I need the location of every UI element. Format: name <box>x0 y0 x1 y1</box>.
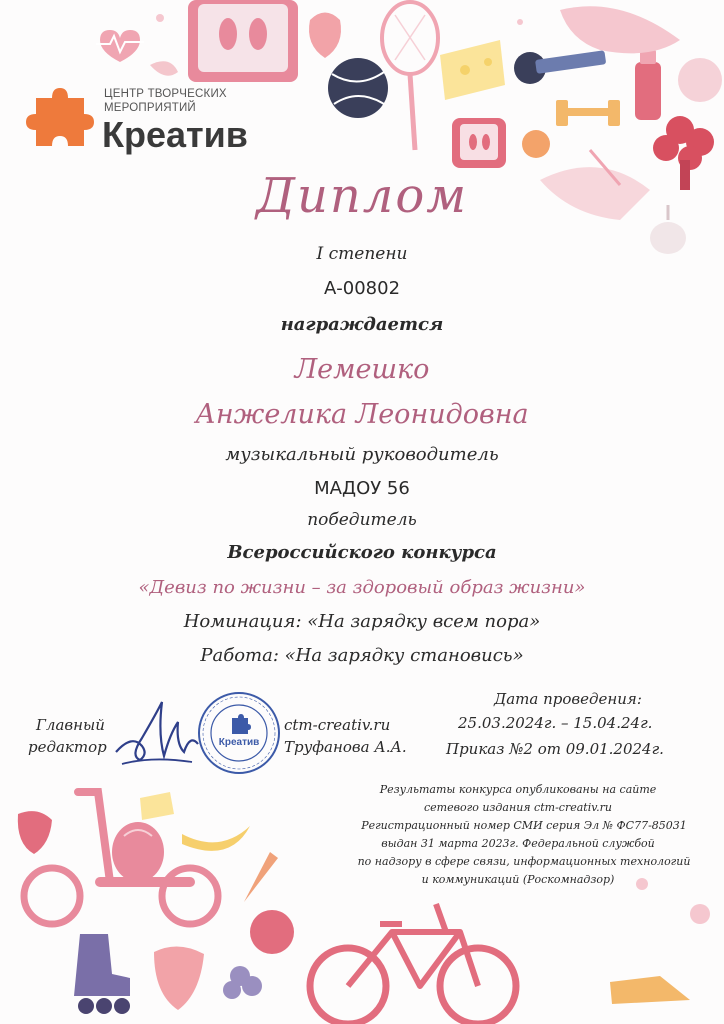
status: победитель <box>307 510 417 530</box>
order-info: Приказ №2 от 09.01.2024г. <box>446 740 664 758</box>
contest-label: Всероссийского конкурса <box>227 542 497 563</box>
bottle-icon <box>635 50 661 120</box>
work-title: Работа: «На зарядку становись» <box>200 645 524 666</box>
racket-icon <box>382 2 438 150</box>
footer-line-4: выдан 31 марта 2023г. Федеральной службой <box>381 837 655 850</box>
logo-tagline-2: МЕРОПРИЯТИЙ <box>104 102 196 114</box>
editor-name: Труфанова А.А. <box>284 738 407 756</box>
logo-brand: Креатив <box>102 114 248 155</box>
signature-mark <box>112 694 202 774</box>
puzzle-logo-icon <box>22 84 98 160</box>
drop-icon <box>150 61 178 75</box>
small-scale-icon <box>452 118 506 168</box>
bottom-decoration <box>0 764 724 1024</box>
strawberry-bottom-icon <box>154 946 204 1010</box>
heart-pulse-icon <box>96 30 144 62</box>
recipient-surname: Лемешко <box>294 354 430 385</box>
certificate-number: А-00802 <box>323 278 401 299</box>
apple-icon <box>678 58 722 102</box>
carrot-icon <box>244 852 278 902</box>
nomination: Номинация: «На зарядку всем пора» <box>183 611 541 632</box>
roller-skate-icon <box>74 934 130 1014</box>
dates-label: Дата проведения: <box>494 690 642 708</box>
cheese-small-icon <box>140 792 174 820</box>
shoe-icon <box>610 976 690 1004</box>
recipient-position: музыкальный руководитель <box>225 444 499 465</box>
onion-icon <box>112 822 164 882</box>
degree: I степени <box>316 244 408 264</box>
ball-icon <box>522 130 550 158</box>
tennis-ball-icon <box>328 58 388 118</box>
fish-icon <box>560 6 680 53</box>
site-link[interactable]: ctm-creativ.ru <box>284 716 391 734</box>
logo-tagline-1: ЦЕНТР ТВОРЧЕСКИХ <box>104 88 227 100</box>
footer-line-6: и коммуникаций (Роскомнадзор) <box>421 873 615 886</box>
scale-icon <box>188 0 298 82</box>
banana-icon <box>182 826 250 851</box>
footer-line-1: Результаты конкурса опубликованы на сайте <box>379 783 657 796</box>
measuring-tape-icon <box>514 50 606 84</box>
strawberry-left-icon <box>18 811 52 854</box>
editor-role-line1: Главный <box>36 716 105 734</box>
footer-line-2: сетевого издания ctm-creativ.ru <box>424 801 612 814</box>
dates-range: 25.03.2024г. – 15.04.24г. <box>458 714 653 732</box>
dumbbell-icon <box>556 100 620 126</box>
recipient-name: Анжелика Леонидовна <box>195 399 529 430</box>
broccoli-purple-icon <box>223 966 262 999</box>
bicycle-icon <box>310 904 516 1024</box>
cheese-icon <box>440 40 505 100</box>
awarded-label: награждается <box>280 314 444 335</box>
contest-name: «Девиз по жизни – за здоровый образ жизни» <box>138 577 586 598</box>
organization: МАДОУ 56 <box>314 478 410 499</box>
apple-bottom-icon <box>250 910 294 954</box>
logo <box>22 82 282 162</box>
footer-line-3: Регистрационный номер СМИ серия Эл № ФС77-85031 <box>361 819 687 832</box>
strawberry-icon <box>309 13 341 59</box>
stamp-center-text: Креатив <box>218 737 260 748</box>
editor-role-line2: редактор <box>28 738 107 756</box>
diploma-title: Диплом <box>255 168 469 224</box>
footer-line-5: по надзору в сфере связи, информационных технологий <box>357 855 691 868</box>
